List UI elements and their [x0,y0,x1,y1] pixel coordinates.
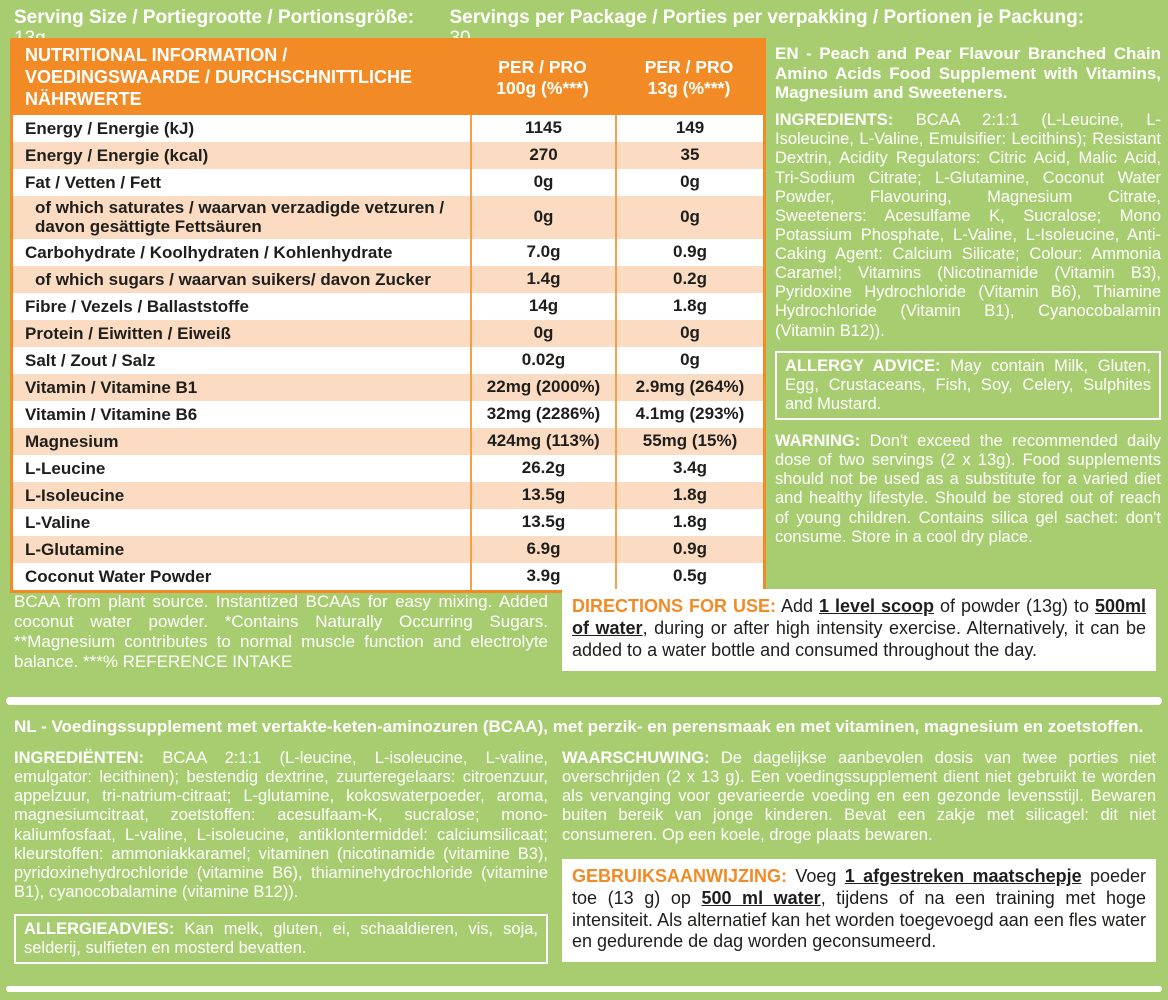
nl-left-column [14,749,548,976]
nl-ingredients-label: INGREDIËNTEN: [14,749,145,767]
column-header-per-100g [470,41,615,115]
nl-directions-text: Voeg [787,865,845,886]
per-100g-label: 100g (%***) [496,77,589,98]
nl-directions-text: , tijdens of na een training met hoge intensiteit. Als alternatief kan het worden toegevoegd aan een fles water en gedurende de dag worden geconsumeerd. [572,887,1146,952]
per-13g-value: 3.4g [615,455,763,482]
nutrient-label: Fibre / Vezels / Ballaststoffe [25,296,249,316]
nutrition-table-title: NUTRITIONAL INFORMATION / VOEDINGSWAARDE / DURCHSCHNITTLICHE NÄHRWERTE [25,45,413,109]
nl-warning [562,749,1156,845]
nl-warning-label: WAARSCHUWING: [562,749,710,767]
nutrient-label: Carbohydrate / Koolhydraten / Kohlenhydrate [25,242,393,262]
nutrition-table [10,38,766,593]
per-13g-value: 4.1mg (293%) [615,401,763,428]
table-row [13,563,763,590]
en-info-column [775,44,1161,557]
nl-allergy-text: Kan melk, gluten, ei, schaaldieren, vis, soja, selderij, sulfieten en mosterd bevatten. [24,920,538,958]
table-row [13,374,763,401]
nl-directions-water: 500 ml water [701,887,821,908]
table-row [13,509,763,536]
nutrient-label: of which saturates / waarvan verzadigde vetzuren / davon gesättigte Fettsäuren [35,197,445,237]
nl-product-description: NL - Voedingssupplement met vertakte-keten-aminozuren (BCAA), met perzik- en perensmaak en met vitaminen, magnesium en zoetstoffen. [14,717,1144,736]
per-100g-value: 26.2g [470,455,615,482]
per-100g-value: 14g [470,293,615,320]
table-row [13,196,763,239]
per-100g-value: 22mg (2000%) [470,374,615,401]
nutrient-label: Salt / Zout / Salz [25,350,156,370]
per-100g-value: 7.0g [470,239,615,266]
nutrient-label: Energy / Energie (kcal) [25,145,209,165]
per-100g-value: 13.5g [470,482,615,509]
nl-right-column [562,749,1156,962]
per-13g-value: 0g [615,169,763,196]
nutrient-label: Magnesium [25,431,119,451]
table-row [13,455,763,482]
per-13g-value: 55mg (15%) [615,428,763,455]
nl-directions-text: poeder toe (13 g) op [572,865,1146,908]
per-100g-value: 0g [470,320,615,347]
table-row [13,536,763,563]
nutrition-table-header [13,41,763,115]
table-row [13,320,763,347]
en-ingredients [775,111,1161,341]
en-directions-scoop: 1 level scoop [818,596,934,616]
per-13g-value: 0.5g [615,563,763,590]
table-row [13,169,763,196]
table-row [13,482,763,509]
per-100g-value: 3.9g [470,563,615,590]
per-pro-label: PER / PRO [498,56,587,77]
per-13g-value: 0.9g [615,536,763,563]
nl-ingredients-text: BCAA 2:1:1 (L-leucine, L-isoleucine, L-valine, emulgator: lecithinen); bestendig dextrine, zuurteregelaars: citroenzuur, appelzuur, tri-natrium-citraat; L-glutamine, kokoswaterpoeder, aroma, magnesiumcitraat, zoetstoffen: acesulfaam-K, sucralose; mono-kaliumfosfaat, L-valine, L-isoleucine, antiklontermiddel: calciumsilicaat; kleurstoffen: ammoniakkaramel; vitaminen (nicotinamide (vitamine B3), pyridoxinehydrochloride (vitamine B6), thiaminehydrochloride (vitamine B1), cyanocobalamine (vitamine B12)). [14,749,548,901]
per-100g-value: 0g [470,196,615,239]
en-directions-text: of powder (13g) to [933,596,1095,616]
per-100g-value: 424mg (113%) [470,428,615,455]
table-row [13,266,763,293]
nutrient-label: Vitamin / Vitamine B1 [25,377,198,397]
per-100g-value: 6.9g [470,536,615,563]
nutrient-label: Vitamin / Vitamine B6 [25,404,198,424]
per-13g-value: 0g [615,320,763,347]
per-13g-value: 1.8g [615,509,763,536]
en-warning-label: WARNING: [775,432,861,451]
per-13g-value: 0.9g [615,239,763,266]
en-directions-text: Add [775,596,819,616]
per-13g-value: 2.9mg (264%) [615,374,763,401]
per-13g-value: 35 [615,142,763,169]
servings-per-package-label: Servings per Package / Porties per verpakking / Portionen je Packung: [449,7,1085,28]
en-directions-text: , during or after high intensity exercise. Alternatively, it can be added to a water bottle and consumed throughout the day. [572,617,1147,660]
per-100g-value: 270 [470,142,615,169]
nutrient-label: Protein / Eiwitten / Eiweiß [25,323,231,343]
per-pro-label: PER / PRO [644,56,734,77]
nutrient-label: Fat / Vetten / Fett [25,172,162,192]
table-row [13,293,763,320]
table-row [13,347,763,374]
nl-directions-label: GEBRUIKSAANWIJZING: [572,865,787,886]
nutrient-label: L-Isoleucine [25,485,125,505]
table-row [13,115,763,142]
per-13g-label: 13g (%***) [647,77,731,98]
per-13g-value: 149 [615,115,763,142]
en-directions-water: 500ml of water [572,596,1146,638]
nutrient-label: L-Leucine [25,458,106,478]
nl-allergy-advice-box [14,914,548,964]
bottom-divider [6,986,1162,992]
nutrient-label: L-Valine [25,512,91,532]
per-13g-value: 0.2g [615,266,763,293]
en-warning-text: Don't exceed the recommended daily dose of two servings (2 x 13g). Food supplements should not be used as a substitute for a varied diet and healthy lifestyle. Should be stored out of reach of young children. Contains silica gel sachet: don't consume. Store in a cool dry place. [775,432,1161,546]
en-product-description: EN - Peach and Pear Flavour Branched Chain Amino Acids Food Supplement with Vitamins, Magnesium and Sweeteners. [775,44,1161,103]
en-ingredients-text: BCAA 2:1:1 (L-Leucine, L-Isoleucine, L-Valine, Emulsifier: Lecithins); Resistant Dextrin, Acidity Regulators: Citric Acid, Malic Acid, Tri-Sodium Citrate; L-Glutamine, Coconut Water Powder, Flavouring, Magnesium Citrate, Sweeteners: Acesulfame K, Sucralose; Mono Potassium Phosphate, L-Valine, L-Isoleucine, Anti-Caking Agent: Calcium Silicate; Colour: Ammonia Caramel; Vitamins (Nicotinamide (Vitamin B3), Pyridoxine Hydrochloride (Vitamin B6), Thiamine Hydrochloride (Vitamin B1), Cyanocobalamin (Vitamin B12)). [775,111,1161,340]
per-100g-value: 0.02g [470,347,615,374]
en-allergy-label: ALLERGY ADVICE: [785,356,941,375]
per-100g-value: 13.5g [470,509,615,536]
nl-directions-box [562,859,1156,963]
nl-ingredients [14,749,548,902]
table-row [13,401,763,428]
per-100g-value: 1.4g [470,266,615,293]
en-ingredients-label: INGREDIENTS: [775,111,894,130]
en-warning [775,432,1161,547]
column-header-per-13g [615,41,763,115]
bcaa-source-note: BCAA from plant source. Instantized BCAAs for easy mixing. Added coconut water powder. *Contains Naturally Occurring Sugars. **Magnesium contributes to normal muscle function and electrolyte balance. ***% REFERENCE INTAKE [14,592,548,671]
per-13g-value: 1.8g [615,482,763,509]
nutrient-label: Energy / Energie (kJ) [25,118,195,138]
per-100g-value: 0g [470,169,615,196]
nutrient-label: Coconut Water Powder [25,566,212,586]
table-row [13,142,763,169]
nutrient-label: L-Glutamine [25,539,125,559]
per-13g-value: 1.8g [615,293,763,320]
section-divider [6,697,1162,705]
table-row [13,428,763,455]
per-100g-value: 1145 [470,115,615,142]
en-directions-label: DIRECTIONS FOR USE: [572,596,776,616]
nl-allergy-label: ALLERGIEADVIES: [24,920,175,938]
per-13g-value: 0g [615,196,763,239]
per-13g-value: 0g [615,347,763,374]
nl-directions-scoop: 1 afgestreken maatschepje [844,865,1082,886]
per-100g-value: 32mg (2286%) [470,401,615,428]
nutrient-label: of which sugars / waarvan suikers/ davon Zucker [35,269,431,289]
table-row [13,239,763,266]
en-allergy-advice-box [775,351,1161,420]
en-allergy-text: May contain Milk, Gluten, Egg, Crustaceans, Fish, Soy, Celery, Sulphites and Mustard. [785,356,1151,413]
nutrition-table-body [13,115,763,590]
serving-size-label: Serving Size / Portiegrootte / Portionsgröße: [14,7,415,28]
en-directions-box [562,589,1156,671]
nl-warning-text: De dagelijkse aanbevolen dosis van twee porties niet overschrijden (2 x 13 g). Een voedingssupplement dient niet gebruikt te worden als vervanging voor gevarieerde voeding en een gezonde levensstijl. Bewaren buiten bereik van jonge kinderen. Bevat een zakje met silicagel: dit niet consumeren. Op een koele, droge plaats bewaren. [562,749,1156,844]
